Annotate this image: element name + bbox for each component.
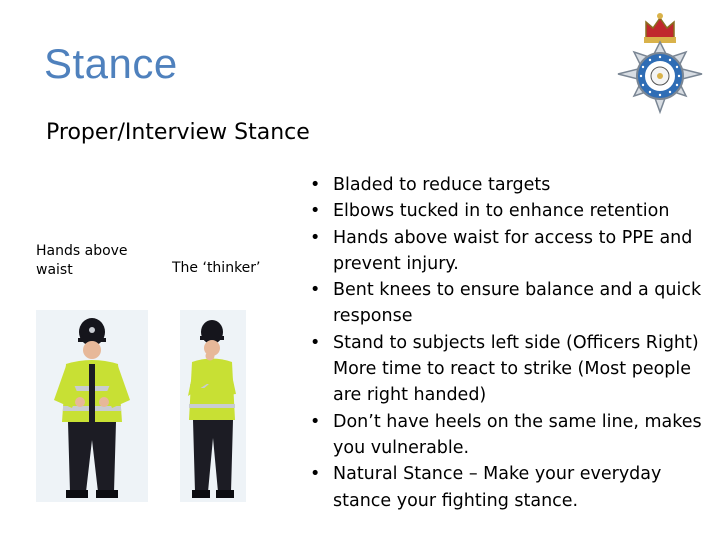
officer-photo-thinker	[180, 310, 246, 502]
officer-photo-hands-above-waist	[36, 310, 148, 502]
list-item: • Stand to subjects left side (Officers Right) More time to react to strike (Most people are right handed)	[310, 330, 710, 409]
list-item: • Bent knees to ensure balance and a quick response	[310, 277, 710, 330]
slide-subtitle: Proper/Interview Stance	[46, 120, 310, 145]
list-item: • Natural Stance – Make your everyday stance your fighting stance.	[310, 461, 710, 514]
slide-title: Stance	[44, 40, 178, 87]
crown-icon	[644, 13, 676, 43]
police-crest-icon	[606, 8, 714, 126]
list-item: • Bladed to reduce targets	[310, 172, 710, 198]
caption-thinker: The ‘thinker’	[172, 260, 261, 276]
list-item: • Elbows tucked in to enhance retention	[310, 198, 710, 224]
stance-bullet-list	[310, 172, 710, 514]
caption-hands-above-waist: Hands above waist	[36, 243, 128, 278]
list-item: • Don’t have heels on the same line, makes you vulnerable.	[310, 409, 710, 462]
list-item: • Hands above waist for access to PPE and prevent injury.	[310, 225, 710, 278]
